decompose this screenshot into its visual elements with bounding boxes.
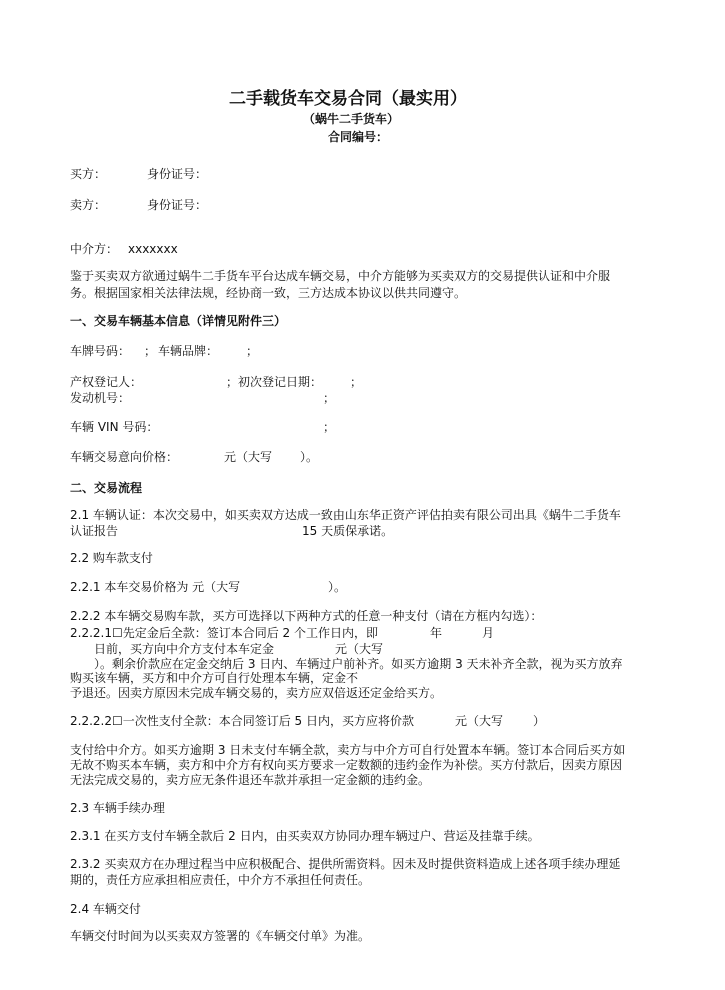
payment-paragraph: 无故不购买本车辆，卖方和中介方有权向买方要求一定数额的违约金作为补偿。买方付款后，因卖方原因 — [70, 758, 623, 772]
first-registration-label: ；初次登记日期： — [226, 375, 323, 389]
agent-value: xxxxxxx — [128, 242, 178, 256]
clause-2-1: 2.1 车辆认证：本次交易中，如买卖双方达成一致由山东华正资产评估拍卖有限公司出具《蜗牛二手货车 — [70, 508, 621, 522]
clause-2-2-2-2: 元（大写 — [455, 714, 504, 728]
section2-heading: 二、交易流程 — [70, 481, 143, 495]
separator: ； — [144, 344, 157, 358]
clause-2-1: 认证报告 — [70, 524, 119, 538]
clause-2-2-1: ）。 — [328, 580, 347, 594]
owner-label: 产权登记人： — [70, 375, 143, 389]
clause-2-2: 2.2 购车款支付 — [70, 551, 153, 565]
intro-line: 务。根据国家相关法律法规，经协商一致，三方达成本协议以供共同遵守。 — [70, 286, 467, 300]
clause-2-2-1: 2.2.1 本车交易价格为 元（大写 — [70, 580, 241, 594]
clause-2-3-2: 2.3.2 买卖双方在办理过程当中应积极配合、提供所需资料。因未及时提供资料造成上述各项手续办理延 — [70, 857, 621, 871]
clause-2-4-text: 车辆交付时间为以买卖双方签署的《车辆交付单》为准。 — [70, 929, 371, 943]
price-unit: 元（大写 — [224, 450, 273, 464]
clause-2-2-2-2: ） — [533, 714, 546, 728]
contract-subtitle: （蜗牛二手货车） — [303, 112, 400, 126]
clause-2-2-2-1: 购买该车辆，买方和中介方可自行处理本车辆，定金不 — [70, 671, 359, 685]
seller-label: 卖方： — [70, 198, 107, 212]
agent-label: 中介方： — [70, 242, 119, 256]
clause-2-2-2-2: 2.2.2.2☐一次性支付全款：本合同签订后 5 日内，买方应将价款 — [70, 714, 415, 728]
payment-paragraph: 支付给中介方。如买方逾期 3 日未支付车辆全款，卖方与中介方可自行处置本车辆。签订本合同后买方如 — [70, 743, 626, 757]
clause-2-1: 15 天质保承诺。 — [302, 524, 394, 538]
clause-2-2-2-1: 年 — [430, 626, 443, 640]
clause-2-3-2: 期的，责任方应承担相应责任，中介方不承担任何责任。 — [70, 873, 371, 887]
buyer-label: 买方： — [70, 167, 107, 181]
brand-label: 车辆品牌： — [158, 344, 219, 358]
clause-2-2-2-1: 元（大写 — [335, 642, 384, 656]
section1-heading: 一、交易车辆基本信息（详情见附件三） — [70, 314, 287, 328]
intro-line: 鉴于买卖双方欲通过蜗牛二手货车平台达成车辆交易，中介方能够为买卖双方的交易提供认证和中介服 — [70, 269, 611, 283]
seller-id-label: 身份证号： — [147, 198, 208, 212]
engine-number-label: 发动机号： — [70, 391, 131, 405]
clause-2-4: 2.4 车辆交付 — [70, 902, 141, 916]
clause-2-2-2-1: 予退还。因卖方原因未完成车辆交易的，卖方应双倍返还定金给买方。 — [70, 686, 443, 700]
clause-2-2-2-1: 日前，买方向中介方支付本车定金 — [94, 642, 275, 656]
payment-paragraph: 无法完成交易的，卖方应无条件退还车款并承担一定金额的违约金。 — [70, 773, 431, 787]
separator: ； — [350, 375, 363, 389]
vin-label: 车辆 VIN 号码： — [70, 420, 159, 434]
clause-2-2-2: 2.2.2 本车辆交易购车款，买方可选择以下两种方式的任意一种支付（请在方框内勾选）： — [70, 609, 543, 623]
separator: ； — [246, 344, 259, 358]
clause-2-3-1: 2.3.1 在买方支付车辆全款后 2 日内，由买卖双方协同办理车辆过户、营运及挂靠手续。 — [70, 829, 540, 843]
price-close: ）。 — [300, 450, 319, 464]
contract-title: 二手载货车交易合同（最实用） — [229, 89, 467, 109]
clause-2-2-2-1: 2.2.2.1☐先定金后全款：签订本合同后 2 个工作日内，即 — [70, 626, 379, 640]
plate-label: 车牌号码： — [70, 344, 131, 358]
clause-2-3: 2.3 车辆手续办理 — [70, 801, 165, 815]
separator: ； — [323, 420, 336, 434]
contract-number-label: 合同编号： — [328, 130, 389, 144]
buyer-id-label: 身份证号： — [147, 167, 208, 181]
intended-price-label: 车辆交易意向价格： — [70, 450, 179, 464]
separator: ； — [323, 391, 336, 405]
clause-2-2-2-1: ）。剩余价款应在定金交纳后 3 日内、车辆过户前补齐。如买方逾期 3 天未补齐全款，视为买方放弃 — [94, 657, 623, 671]
clause-2-2-2-1: 月 — [482, 626, 495, 640]
